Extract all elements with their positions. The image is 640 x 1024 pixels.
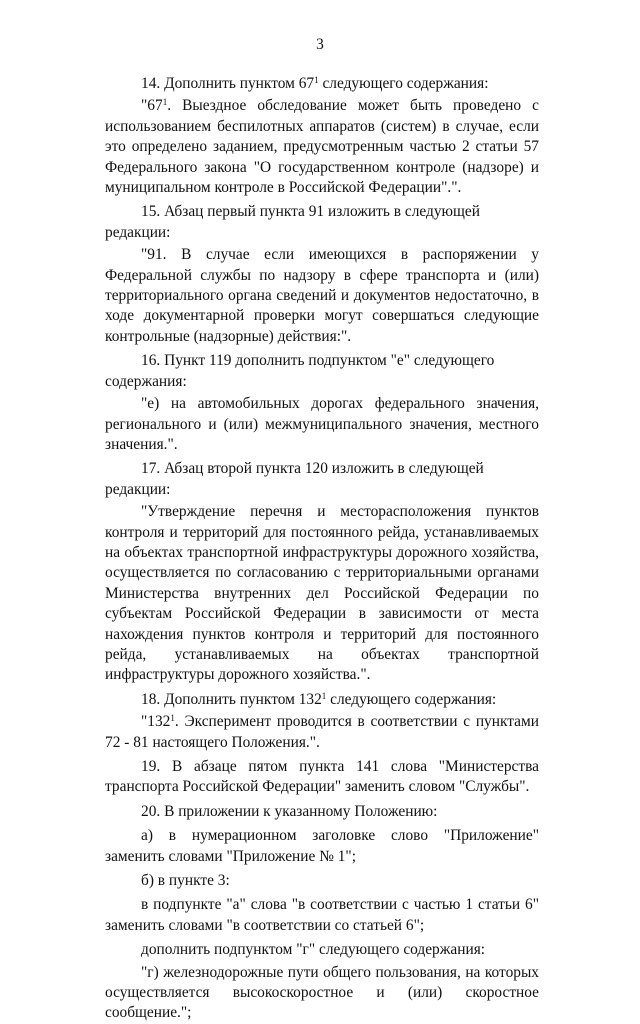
- paragraph-20-b-3: "г) железнодорожные пути общего пользования, на которых осуществляется высокоскоростное и (или) скоростное сообщение.";: [105, 963, 539, 1022]
- paragraph-19: 19. В абзаце пятом пункта 141 слова "Министерства транспорта Российской Федерации" заменить словом "Службы".: [105, 758, 539, 796]
- paragraph-18: 18. Дополнить пунктом $132^1$ следующего содержания:: [141, 690, 497, 708]
- paragraph-16-quote: "е) на автомобильных дорогах федерального значения, регионального и (или) межмуниципального значения, местного значения.".: [105, 395, 539, 453]
- paragraph-18-quote: "$132^1$. Эксперимент проводится в соответствии с пунктами 72 - 81 настоящего Положения.".: [105, 713, 539, 751]
- document-body: [105, 74, 539, 1024]
- paragraph-20-a: а) в нумерационном заголовке слово "Приложение" заменить словами "Приложение № 1";: [105, 827, 539, 865]
- paragraph-20-b: б) в пункте 3:: [141, 872, 230, 890]
- paragraph-20: 20. В приложении к указанному Положению:: [141, 802, 438, 820]
- paragraph-16: 16. Пункт 119 дополнить подпунктом "е" следующего содержания:: [105, 352, 495, 390]
- paragraph-14: 14. Дополнить пунктом $67^1$ следующего содержания:: [141, 75, 489, 92]
- paragraph-15-quote: "91. В случае если имеющихся в распоряжении у Федеральной службы по надзору в сфере транспорта и (или) территориального органа сведений и документов недостаточно, в ходе документарной проверки могут совершаться следующие контрольные (надзорные) действия:".: [105, 246, 539, 345]
- paragraph-17: 17. Абзац второй пункта 120 изложить в следующей редакции:: [105, 460, 484, 498]
- paragraph-15: 15. Абзац первый пункта 91 изложить в следующей редакции:: [105, 203, 480, 241]
- paragraph-14-quote: "$67^1$. Выездное обследование может быть проведено с использованием беспилотных аппаратов (систем) в случае, если это определено заданием, предусмотренным частью 2 статьи 57 Федерального закона "О государственном контроле (надзоре) и муниципальном контроле в Российской Федерации".".: [105, 97, 539, 197]
- paragraph-20-b-2: дополнить подпунктом "г" следующего содержания:: [141, 941, 486, 959]
- paragraph-20-b-1: в подпункте "а" слова "в соответствии с частью 1 статьи 6" заменить словами "в соответствии со статьей 6";: [105, 896, 539, 934]
- page-number: 3: [316, 36, 324, 53]
- paragraph-17-quote: "Утверждение перечня и месторасположения пунктов контроля и территорий для постоянного рейда, устанавливаемых на объектах транспортной инфраструктуры дорожного хозяйства, осуществляется по согласованию с территориальными органами Министерства внутренних дел Российской Федерации по субъектам Российской Федерации в зависимости от места нахождения пунктов контроля и территорий для постоянного рейда, устанавливаемых на объектах транспортной инфраструктуры дорожного хозяйства.".: [105, 503, 539, 684]
